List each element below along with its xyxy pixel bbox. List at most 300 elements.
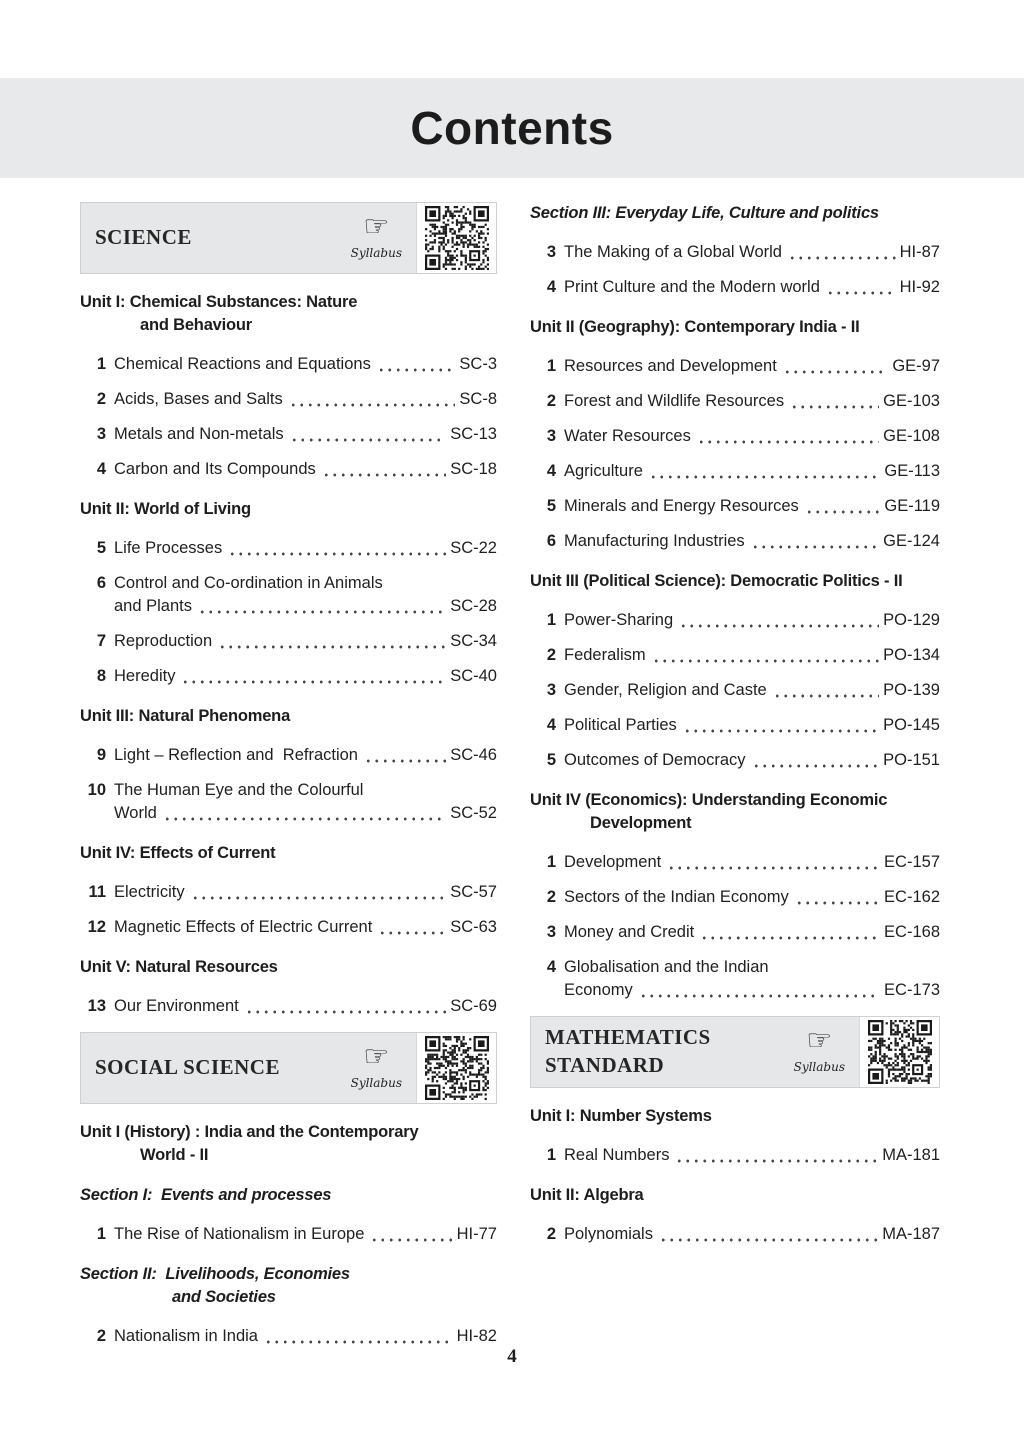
entry-number: 2 xyxy=(546,392,556,410)
qr-code-icon xyxy=(425,206,489,270)
toc-entry xyxy=(530,921,940,944)
syllabus-label: Syllabus xyxy=(350,1075,402,1090)
entry-number: 10 xyxy=(87,781,106,799)
unit-heading xyxy=(80,705,497,728)
toc-entry xyxy=(80,572,497,618)
unit-heading-line: Unit III (Political Science): Democratic Politics - II xyxy=(530,572,903,590)
dot-leader xyxy=(803,495,881,518)
unit-heading-line: Unit I: Chemical Substances: Nature xyxy=(80,293,358,311)
entry-number: 5 xyxy=(96,539,106,557)
qr-panel xyxy=(859,1017,939,1087)
entry-line xyxy=(564,1223,940,1246)
entry-line xyxy=(114,802,497,825)
entry-number: 3 xyxy=(546,243,556,261)
entry-line xyxy=(564,749,940,772)
entry-title: World xyxy=(114,804,157,822)
entry-line xyxy=(114,595,497,618)
entry-page-ref: SC-8 xyxy=(459,390,497,408)
toc-entry xyxy=(530,886,940,909)
entry-title: Manufacturing Industries xyxy=(564,532,745,550)
entry-title: Development xyxy=(564,853,662,871)
entry-line: Globalisation and the Indian xyxy=(564,958,769,976)
entry-number: 4 xyxy=(546,278,556,296)
subject-header xyxy=(80,1032,497,1104)
entry-title: Gender, Religion and Caste xyxy=(564,681,767,699)
entry-body xyxy=(114,1325,497,1348)
syllabus-label: Syllabus xyxy=(350,245,402,260)
entry-body xyxy=(564,714,940,737)
entry-number: 2 xyxy=(546,888,556,906)
entry-number: 6 xyxy=(96,574,106,592)
entry-page-ref: PO-129 xyxy=(883,611,940,629)
entry-page-ref: HI-77 xyxy=(456,1225,497,1243)
dot-leader xyxy=(243,995,447,1018)
entry-line xyxy=(114,1325,497,1348)
entry-page-ref: GE-103 xyxy=(883,392,940,410)
entry-title: Power-Sharing xyxy=(564,611,674,629)
toc-entry xyxy=(530,460,940,483)
entry-title: Water Resources xyxy=(564,427,691,445)
entry-number: 12 xyxy=(87,918,106,936)
entry-page-ref: GE-113 xyxy=(884,462,940,480)
toc-entry xyxy=(80,916,497,939)
entry-body xyxy=(564,355,940,378)
toc-entry xyxy=(80,537,497,560)
unit-heading-line: Unit I: Number Systems xyxy=(530,1107,712,1125)
entry-page-ref: SC-18 xyxy=(450,460,497,478)
dot-leader xyxy=(786,241,896,264)
entry-body xyxy=(564,495,940,518)
toc-entry xyxy=(530,530,940,553)
entry-title: Real Numbers xyxy=(564,1146,670,1164)
entry-line xyxy=(564,714,940,737)
entry-body xyxy=(114,995,497,1018)
unit-heading-line: World - II xyxy=(140,1146,209,1164)
toc-entry xyxy=(80,1325,497,1348)
entry-title: Carbon and Its Compounds xyxy=(114,460,316,478)
entry-title: Minerals and Energy Resources xyxy=(564,497,799,515)
entry-page-ref: PO-134 xyxy=(883,646,940,664)
unit-heading-line: Unit II (Geography): Contemporary India - II xyxy=(530,318,860,336)
entry-page-ref: HI-82 xyxy=(456,1327,497,1345)
entry-number: 3 xyxy=(546,681,556,699)
toc-entry xyxy=(530,714,940,737)
entry-title: Reproduction xyxy=(114,632,213,650)
subject-title xyxy=(81,203,345,273)
entry-line xyxy=(114,744,497,767)
subject-title xyxy=(81,1033,345,1103)
entry-number: 2 xyxy=(546,1225,556,1243)
unit-heading xyxy=(530,1184,940,1207)
section-heading xyxy=(80,1184,497,1207)
entry-line xyxy=(114,665,497,688)
entry-number: 13 xyxy=(87,997,106,1015)
dot-leader xyxy=(189,881,447,904)
toc-entry xyxy=(530,679,940,702)
dot-leader xyxy=(368,1223,452,1246)
entry-line xyxy=(564,495,940,518)
entry-body xyxy=(564,1144,940,1167)
entry-page-ref: EC-173 xyxy=(884,981,940,999)
entry-page-ref: GE-119 xyxy=(884,497,940,515)
dot-leader xyxy=(216,630,446,653)
entry-page-ref: SC-13 xyxy=(450,425,497,443)
entry-title: Forest and Wildlife Resources xyxy=(564,392,785,410)
entry-line xyxy=(114,353,497,376)
entry-line xyxy=(564,851,940,874)
entry-title: Outcomes of Democracy xyxy=(564,751,746,769)
entry-body xyxy=(114,537,497,560)
unit-heading xyxy=(530,1105,940,1128)
entry-page-ref: SC-34 xyxy=(450,632,497,650)
entry-number: 6 xyxy=(546,532,556,550)
dot-leader xyxy=(262,1325,453,1348)
entry-body xyxy=(564,851,940,874)
dot-leader xyxy=(681,714,879,737)
toc-entry xyxy=(530,495,940,518)
entry-title: Polynomials xyxy=(564,1225,653,1243)
entry-title: Resources and Development xyxy=(564,357,777,375)
entry-body xyxy=(114,916,497,939)
entry-line xyxy=(114,881,497,904)
entry-number: 1 xyxy=(546,853,556,871)
syllabus-block xyxy=(788,1017,859,1087)
dot-leader xyxy=(637,979,880,1002)
entry-line xyxy=(114,995,497,1018)
dot-leader xyxy=(793,886,880,909)
section-heading xyxy=(530,202,940,225)
entry-title: Federalism xyxy=(564,646,646,664)
toc-entry xyxy=(80,779,497,825)
entry-line xyxy=(564,355,940,378)
entry-line xyxy=(114,537,497,560)
entry-page-ref: HI-87 xyxy=(899,243,940,261)
entry-line xyxy=(564,241,940,264)
entry-title: Print Culture and the Modern world xyxy=(564,278,820,296)
toc-entry xyxy=(530,956,940,1002)
entry-body xyxy=(114,744,497,767)
entry-number: 4 xyxy=(546,958,556,976)
entry-number: 5 xyxy=(546,497,556,515)
toc-entry xyxy=(80,458,497,481)
entry-number: 9 xyxy=(96,746,106,764)
toc-entry xyxy=(530,1223,940,1246)
entry-body xyxy=(564,241,940,264)
entry-page-ref: SC-69 xyxy=(450,997,497,1015)
dot-leader xyxy=(824,276,896,299)
entry-body xyxy=(564,425,940,448)
entry-line xyxy=(114,630,497,653)
subject-header xyxy=(530,1016,940,1088)
subject-title xyxy=(531,1017,788,1087)
dot-leader xyxy=(695,425,879,448)
dot-leader xyxy=(698,921,880,944)
toc-column-left xyxy=(80,202,497,1360)
entry-line xyxy=(564,886,940,909)
dot-leader xyxy=(771,679,879,702)
entry-number: 8 xyxy=(96,667,106,685)
dot-leader xyxy=(750,749,880,772)
entry-page-ref: EC-168 xyxy=(884,923,940,941)
entry-line xyxy=(564,390,940,413)
entry-line xyxy=(114,1223,497,1246)
entry-body xyxy=(564,921,940,944)
entry-title: Metals and Non-metals xyxy=(114,425,284,443)
toc-column-right xyxy=(530,202,940,1258)
entry-page-ref: HI-92 xyxy=(899,278,940,296)
entry-page-ref: EC-157 xyxy=(884,853,940,871)
entry-body xyxy=(564,390,940,413)
dot-leader xyxy=(161,802,446,825)
dot-leader xyxy=(226,537,446,560)
entry-number: 2 xyxy=(546,646,556,664)
entry-page-ref: SC-40 xyxy=(450,667,497,685)
qr-code-icon xyxy=(425,1036,489,1100)
entry-body xyxy=(114,881,497,904)
entry-body xyxy=(564,749,940,772)
entry-page-ref: SC-28 xyxy=(450,597,497,615)
entry-title: Political Parties xyxy=(564,716,677,734)
entry-line xyxy=(564,679,940,702)
toc-entry xyxy=(530,851,940,874)
entry-page-ref: SC-52 xyxy=(450,804,497,822)
contents-banner xyxy=(0,78,1024,178)
subject-title-line: STANDARD xyxy=(545,1053,665,1077)
unit-heading-line: Unit IV: Effects of Current xyxy=(80,844,276,862)
section-heading xyxy=(80,1263,497,1309)
pointing-hand-icon: ☞ xyxy=(363,208,390,243)
unit-heading-line: Unit IV (Economics): Understanding Economic xyxy=(530,791,888,809)
entry-body xyxy=(564,530,940,553)
toc-entry xyxy=(530,241,940,264)
dot-leader xyxy=(362,744,446,767)
entry-line xyxy=(114,423,497,446)
entry-page-ref: SC-46 xyxy=(450,746,497,764)
dot-leader xyxy=(665,851,880,874)
unit-heading-line: Unit I (History) : India and the Contemporary xyxy=(80,1123,419,1141)
entry-body xyxy=(564,460,940,483)
dot-leader xyxy=(287,388,456,411)
entry-title: Nationalism in India xyxy=(114,1327,258,1345)
dot-leader xyxy=(749,530,879,553)
toc-entry xyxy=(530,355,940,378)
unit-heading-line: and Behaviour xyxy=(140,316,253,334)
entry-page-ref: SC-57 xyxy=(450,883,497,901)
entry-number: 4 xyxy=(546,462,556,480)
entry-title: Electricity xyxy=(114,883,185,901)
entry-body xyxy=(114,1223,497,1246)
entry-title: Light – Reflection and Refraction xyxy=(114,746,358,764)
dot-leader xyxy=(179,665,446,688)
toc-entry xyxy=(80,744,497,767)
unit-heading xyxy=(530,570,940,593)
subject-title-line: MATHEMATICS xyxy=(545,1025,711,1050)
page-number: 4 xyxy=(507,1346,517,1367)
entry-page-ref: GE-108 xyxy=(883,427,940,445)
entry-title: Acids, Bases and Salts xyxy=(114,390,283,408)
entry-body xyxy=(114,665,497,688)
entry-number: 5 xyxy=(546,751,556,769)
entry-line: Control and Co-ordination in Animals xyxy=(114,574,383,592)
toc-entry xyxy=(80,353,497,376)
dot-leader xyxy=(650,644,880,667)
subject-title-line: SOCIAL SCIENCE xyxy=(95,1055,280,1080)
unit-heading-line: Unit II: Algebra xyxy=(530,1186,644,1204)
entry-page-ref: SC-3 xyxy=(459,355,497,373)
entry-title: Life Processes xyxy=(114,539,223,557)
unit-heading-line: Unit V: Natural Resources xyxy=(80,958,278,976)
entry-body xyxy=(114,630,497,653)
qr-code-icon xyxy=(868,1020,932,1084)
entry-body xyxy=(114,458,497,481)
section-heading-line: Section II: Livelihoods, Economies xyxy=(80,1265,350,1283)
unit-heading-line: Unit II: World of Living xyxy=(80,500,251,518)
entry-body xyxy=(564,609,940,632)
entry-line xyxy=(114,458,497,481)
section-heading-line: Section I: Events and processes xyxy=(80,1186,332,1204)
entry-page-ref: MA-181 xyxy=(882,1146,940,1164)
toc-entry xyxy=(80,1223,497,1246)
entry-number: 4 xyxy=(546,716,556,734)
unit-heading xyxy=(80,291,497,337)
entry-title: Chemical Reactions and Equations xyxy=(114,355,371,373)
entry-line xyxy=(114,388,497,411)
entry-line xyxy=(114,916,497,939)
entry-number: 3 xyxy=(96,425,106,443)
dot-leader xyxy=(781,355,889,378)
entry-line xyxy=(564,425,940,448)
entry-line xyxy=(564,979,940,1002)
unit-heading xyxy=(530,316,940,339)
dot-leader xyxy=(320,458,446,481)
toc-entry xyxy=(80,630,497,653)
section-heading-line: Section III: Everyday Life, Culture and politics xyxy=(530,204,879,222)
entry-number: 7 xyxy=(96,632,106,650)
dot-leader xyxy=(788,390,879,413)
unit-heading xyxy=(530,789,940,835)
entry-page-ref: MA-187 xyxy=(882,1225,940,1243)
entry-number: 1 xyxy=(546,357,556,375)
entry-line xyxy=(564,1144,940,1167)
section-heading-line: and Societies xyxy=(172,1288,276,1306)
qr-panel xyxy=(416,203,496,273)
entry-body xyxy=(564,886,940,909)
entry-line xyxy=(564,276,940,299)
toc-entry xyxy=(80,995,497,1018)
entry-body xyxy=(564,679,940,702)
entry-title: Heredity xyxy=(114,667,176,685)
dot-leader xyxy=(673,1144,878,1167)
entry-page-ref: PO-139 xyxy=(883,681,940,699)
syllabus-label: Syllabus xyxy=(793,1059,845,1074)
entry-page-ref: EC-162 xyxy=(884,888,940,906)
dot-leader xyxy=(657,1223,878,1246)
entry-body xyxy=(564,276,940,299)
entry-page-ref: GE-97 xyxy=(892,357,940,375)
entry-title: and Plants xyxy=(114,597,192,615)
pointing-hand-icon: ☞ xyxy=(363,1038,390,1073)
entry-number: 11 xyxy=(88,883,106,901)
entry-body xyxy=(114,353,497,376)
syllabus-block xyxy=(345,1033,416,1103)
dot-leader xyxy=(647,460,880,483)
pointing-hand-icon: ☞ xyxy=(806,1022,833,1057)
toc-entry xyxy=(80,388,497,411)
unit-heading-line: Development xyxy=(590,814,692,832)
toc-entry xyxy=(530,609,940,632)
entry-number: 4 xyxy=(96,460,106,478)
entry-title: Our Environment xyxy=(114,997,239,1015)
qr-panel xyxy=(416,1033,496,1103)
entry-title: Magnetic Effects of Electric Current xyxy=(114,918,373,936)
toc-entry xyxy=(80,423,497,446)
entry-number: 3 xyxy=(546,923,556,941)
entry-number: 1 xyxy=(96,1225,106,1243)
subject-title-line: SCIENCE xyxy=(95,225,192,250)
entry-page-ref: PO-145 xyxy=(883,716,940,734)
entry-body xyxy=(114,388,497,411)
entry-page-ref: PO-151 xyxy=(883,751,940,769)
entry-number: 1 xyxy=(96,355,106,373)
page-title: Contents xyxy=(410,102,614,154)
unit-heading xyxy=(80,842,497,865)
entry-line xyxy=(564,609,940,632)
entry-body xyxy=(114,779,497,825)
entry-body xyxy=(564,956,940,1002)
entry-body xyxy=(114,572,497,618)
toc-entry xyxy=(530,276,940,299)
toc-entry xyxy=(530,1144,940,1167)
entry-title: Agriculture xyxy=(564,462,643,480)
entry-page-ref: SC-63 xyxy=(450,918,497,936)
dot-leader xyxy=(196,595,446,618)
unit-heading xyxy=(80,1121,497,1167)
entry-number: 3 xyxy=(546,427,556,445)
dot-leader xyxy=(677,609,879,632)
toc-entry xyxy=(80,665,497,688)
entry-line xyxy=(564,644,940,667)
subject-header xyxy=(80,202,497,274)
unit-heading-line: Unit III: Natural Phenomena xyxy=(80,707,291,725)
unit-heading xyxy=(80,498,497,521)
entry-page-ref: SC-22 xyxy=(450,539,497,557)
entry-body xyxy=(114,423,497,446)
unit-heading xyxy=(80,956,497,979)
entry-line: The Human Eye and the Colourful xyxy=(114,781,364,799)
toc-entry xyxy=(80,881,497,904)
toc-entry xyxy=(530,425,940,448)
entry-line xyxy=(564,460,940,483)
syllabus-block xyxy=(345,203,416,273)
entry-number: 1 xyxy=(546,611,556,629)
toc-columns xyxy=(0,178,1024,1360)
toc-entry xyxy=(530,749,940,772)
dot-leader xyxy=(288,423,447,446)
entry-number: 2 xyxy=(96,1327,106,1345)
entry-number: 1 xyxy=(546,1146,556,1164)
entry-page-ref: GE-124 xyxy=(883,532,940,550)
toc-entry xyxy=(530,390,940,413)
entry-title: Money and Credit xyxy=(564,923,695,941)
dot-leader xyxy=(376,916,446,939)
entry-title: Sectors of the Indian Economy xyxy=(564,888,789,906)
entry-title: The Making of a Global World xyxy=(564,243,782,261)
dot-leader xyxy=(375,353,456,376)
entry-body xyxy=(564,644,940,667)
toc-entry xyxy=(530,644,940,667)
entry-title: The Rise of Nationalism in Europe xyxy=(114,1225,365,1243)
entry-line xyxy=(564,530,940,553)
